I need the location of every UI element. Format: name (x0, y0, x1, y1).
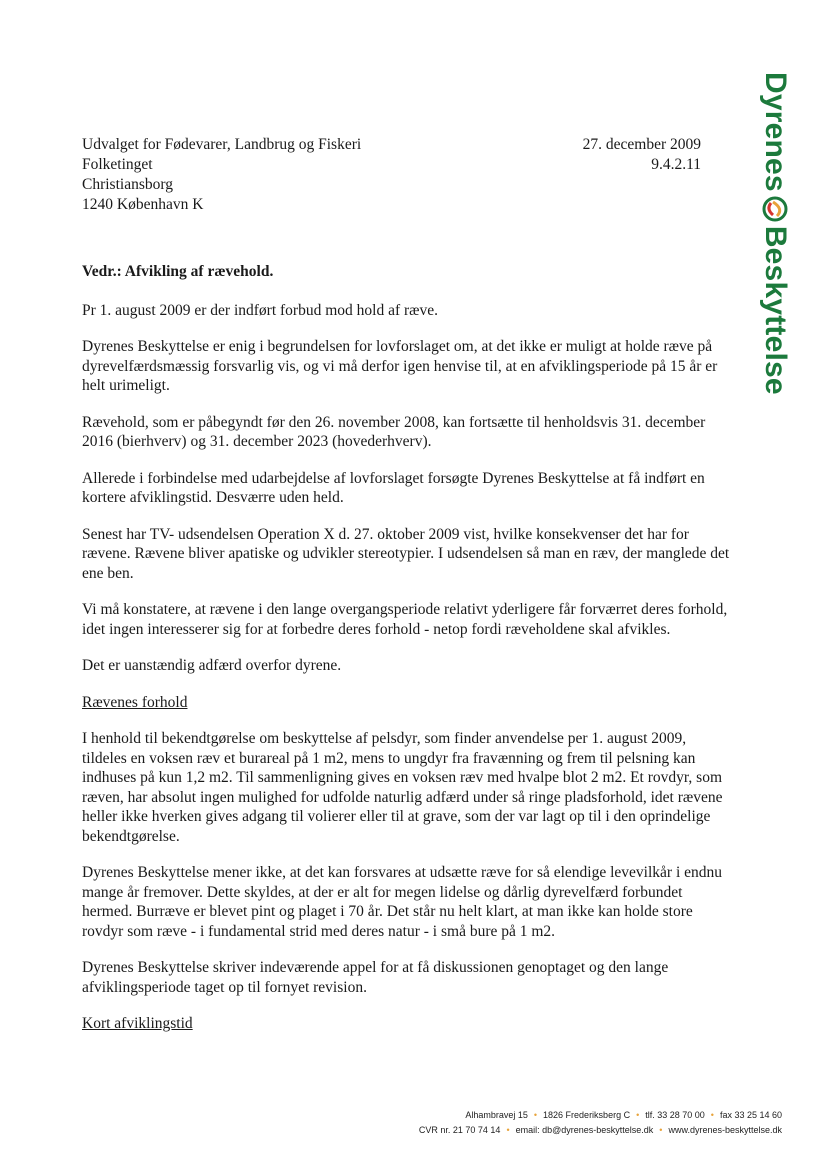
paragraph: Dyrenes Beskyttelse mener ikke, at det kan forsvares at udsætte ræve for så elendige levevilkår i endnu mange år fremover. Dette skyldes, at der er alt for megen lidelse og dårlig dyrevelfærd forbundet hermed. Burræve er blevet pint og plaget i 70 år. Det står nu helt klart, at man ikke kan holde store rovdyr som ræve - i fundamental strid med deres natur - i små bure på 1 m2. (82, 864, 723, 940)
letter-meta (583, 135, 701, 175)
logo-swirl-icon (762, 196, 788, 222)
section-heading: Rævenes forhold (82, 693, 188, 711)
footer-line-1 (419, 1108, 782, 1123)
subject-line: Vedr.: Afvikling af rævehold. (82, 263, 274, 280)
recipient-line: Christiansborg (82, 176, 173, 193)
letter-date: 27. december 2009 (582, 136, 701, 153)
letter-reference: 9.4.2.11 (651, 156, 701, 173)
letter-body (82, 262, 732, 1051)
footer-web: www.dyrenes-beskyttelse.dk (668, 1125, 782, 1135)
footer-cvr: CVR nr. 21 70 74 14 (418, 1125, 501, 1135)
recipient-address (82, 135, 361, 215)
recipient-line: Udvalget for Fødevarer, Landbrug og Fiskeri (82, 136, 362, 153)
paragraph: I henhold til bekendtgørelse om beskyttelse af pelsdyr, som finder anvendelse per 1. august 2009, tildeles en voksen ræv et burareal på 1 m2, mens to ungdyr fra fravænning og frem til pelsning kan indhuses på kun 1,2 m2. Til sammenligning gives en voksen ræv med hvalpe blot 2 m2. Et rovdyr, som ræven, har absolut ingen mulighed for udfolde naturlig adfærd under så ringe pladsforhold, idet rævene heller ikke hverken gives adgang til volierer eller til at grave, som der var lagt op til i den oprindelige bekendtgørelse. (82, 730, 723, 845)
separator-dot: • (533, 1110, 538, 1120)
footer-phone: tlf. 33 28 70 00 (645, 1110, 705, 1120)
organization-logo (755, 72, 795, 395)
paragraph: Dyrenes Beskyttelse skriver indeværende appel for at få diskussionen genoptaget og den lange afviklingsperiode taget op til fornyet revision. (82, 959, 669, 996)
letter-footer (419, 1108, 782, 1138)
paragraph: Rævehold, som er påbegyndt før den 26. november 2008, kan fortsætte til henholdsvis 31. december 2016 (bierhverv) og 31. december 2023 (hovederhverv). (82, 413, 706, 450)
separator-dot: • (710, 1110, 714, 1120)
paragraph: Senest har TV- udsendelsen Operation X d. 27. oktober 2009 vist, hvilke konsekvenser det har for rævene. Rævene bliver apatiske og udvikler stereotypier. I udsendelsen så man en ræv, der manglede det ene ben. (82, 525, 730, 582)
paragraph: Allerede i forbindelse med udarbejdelse af lovforslaget forsøgte Dyrenes Beskyttelse at få indført en kortere afviklingstid. Desværre uden held. (82, 469, 705, 506)
paragraph: Det er uanstændig adfærd overfor dyrene. (82, 657, 342, 674)
footer-line-2 (419, 1123, 782, 1138)
paragraph: Vi må konstatere, at rævene i den lange overgangsperiode relativt yderligere får forværret deres forhold, idet ingen interesserer sig for at forbedre deres forhold - netop fordi ræveholdene skal afvikles. (82, 601, 728, 638)
paragraph: Pr 1. august 2009 er der indført forbud mod hold af ræve. (82, 301, 439, 319)
paragraph: Dyrenes Beskyttelse er enig i begrundelsen for lovforslaget om, at det ikke er muligt at holde ræve på dyrevelfærdsmæssig forsvarlig vis, og vi må derfor igen henvise til, at en afviklingsperiode på 15 år er helt urimeligt. (82, 338, 718, 394)
recipient-line: Folketinget (82, 156, 153, 173)
footer-city: 1826 Frederiksberg C (543, 1110, 631, 1120)
footer-address: Alhambravej 15 (465, 1110, 528, 1120)
footer-fax: fax 33 25 14 60 (719, 1110, 782, 1120)
logo-word: Dyrenes (759, 72, 792, 192)
separator-dot: • (506, 1125, 510, 1135)
section-heading: Kort afviklingstid (82, 1015, 193, 1032)
recipient-line: 1240 København K (82, 196, 204, 213)
separator-dot: • (636, 1110, 640, 1120)
logo-word: Beskyttelse (759, 225, 792, 395)
footer-email: email: db@dyrenes-beskyttelse.dk (515, 1125, 654, 1135)
separator-dot: • (659, 1125, 663, 1135)
